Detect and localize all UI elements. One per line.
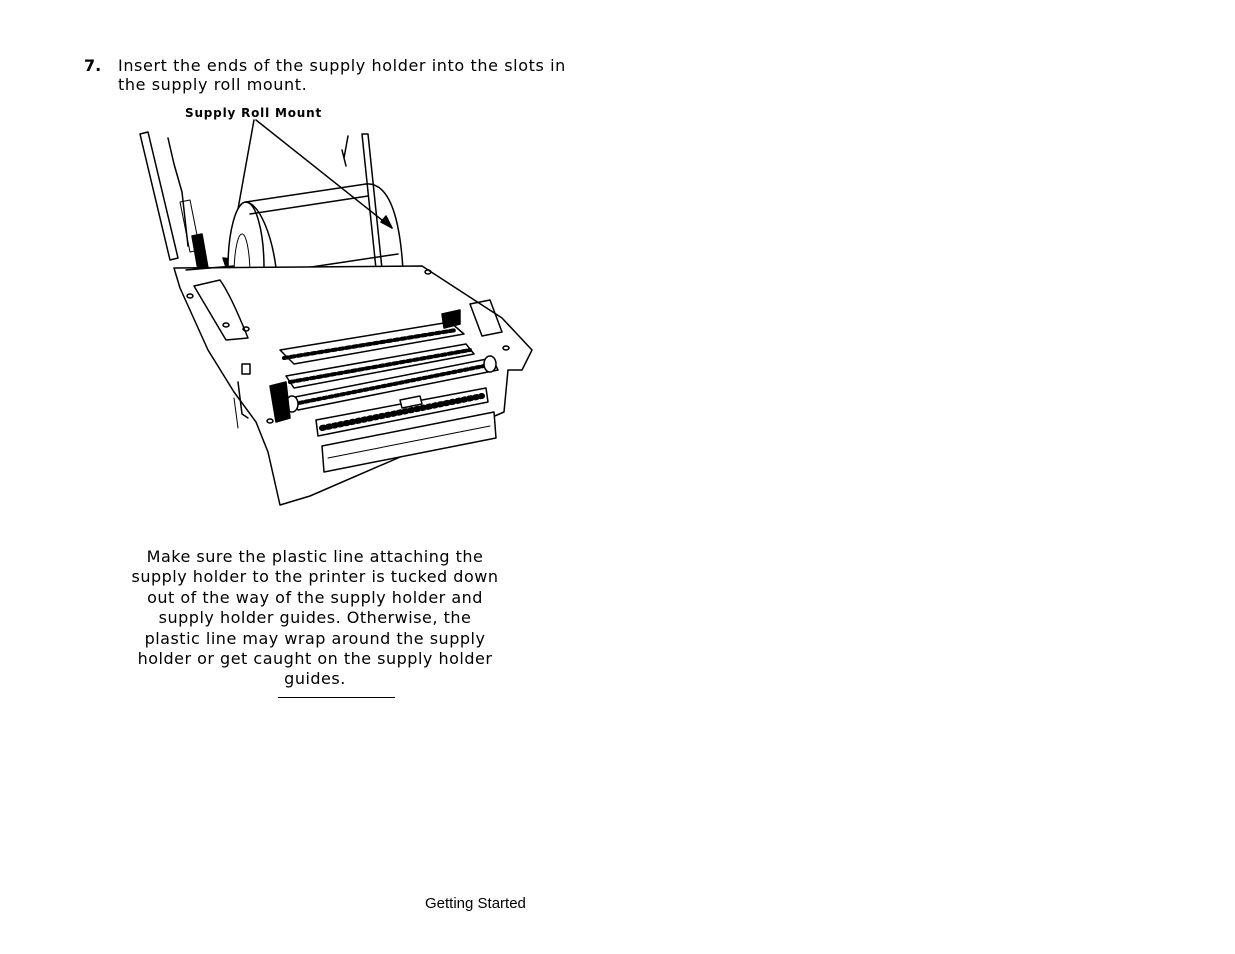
printer-illustration	[130, 118, 540, 510]
footer-section-title: Getting Started	[425, 895, 526, 912]
note-paragraph: Make sure the plastic line attaching the supply holder to the printer is tucked down out of the way of the supply holder and supply holder guides. Otherwise, the plastic line may wrap around the supply holder or get caught on the supply holder guides.	[131, 547, 499, 689]
note-divider	[278, 697, 395, 698]
step-instruction: Insert the ends of the supply holder into the slots in the supply roll mount.	[118, 56, 566, 94]
step-number: 7.	[84, 56, 102, 75]
figure-callout-label: Supply Roll Mount	[185, 106, 322, 120]
